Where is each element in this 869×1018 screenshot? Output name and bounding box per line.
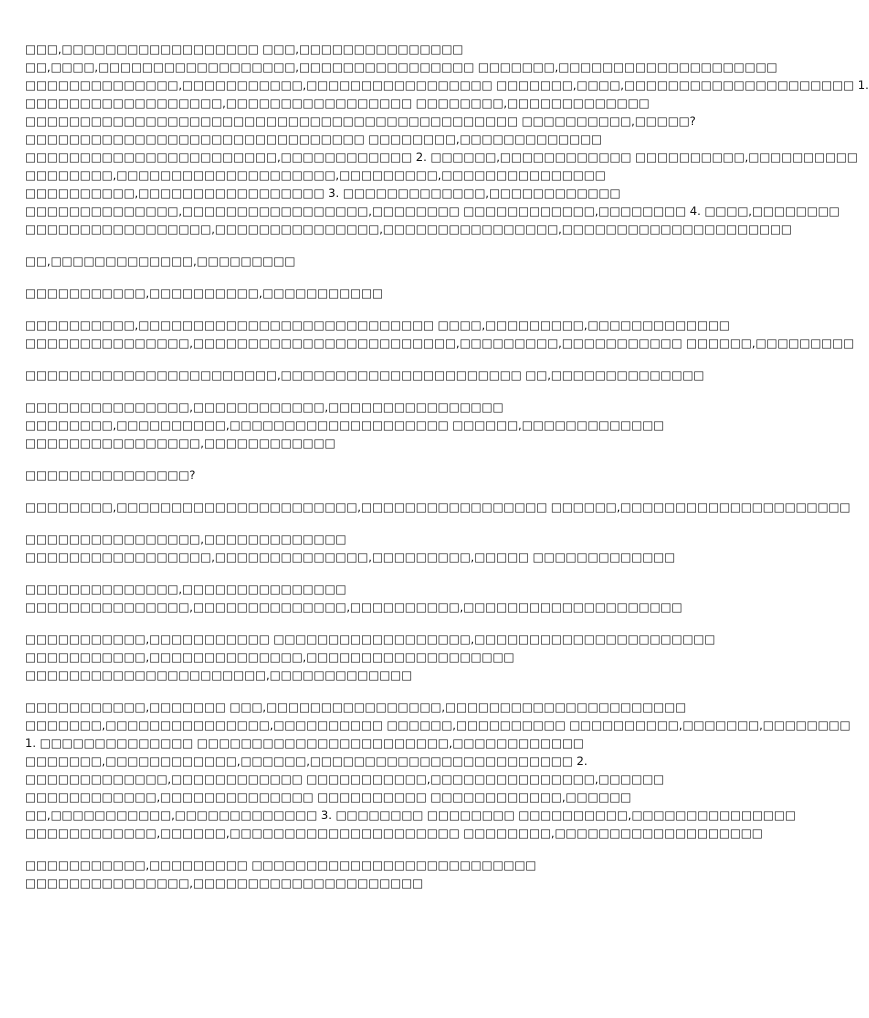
- text-line: □□□□□□□□□□,□□□□□□□□□□□□□□□□□ 3. □□□□□□□□□□□□□,□□□□□□□□□□□□: [25, 186, 621, 200]
- text-line: □□□□□□□□□□□,□□□□□□□□□□□ □□□□□□□□□□□□□□□□□□,□□□□□□□□□□□□□□□□□□□□□□: [25, 632, 716, 646]
- paragraph: [25, 40, 869, 238]
- paragraph: [25, 856, 692, 892]
- text-line: □□,□□□□□□□□□□□,□□□□□□□□□□□□□ 3. □□□□□□□□ □□□□□□□□ □□□□□□□□□□,□□□□□□□□□□□□□□□: [25, 808, 796, 822]
- paragraph: [25, 530, 692, 566]
- text-line: □□□□□□□□□□□□□,□□□□□□□□□□□□ □□□□□□□□□□□,□□□□□□□□□□□□□□□,□□□□□□: [25, 772, 665, 786]
- paragraph: [25, 316, 855, 352]
- text-line: □□□□□□□□□□□□□□□□□,□□□□□□□□□□□□□□,□□□□□□□□□,□□□□□ □□□□□□□□□□□□□: [25, 550, 676, 564]
- text-line: □□□□□□□□□□□□□□□□□□□□□□□□□□□□□□□□□□□□□□□□□□□□□ □□□□□□□□□□,□□□□□?: [25, 114, 696, 128]
- text-line: □□,□□□□□□□□□□□□□,□□□□□□□□□: [25, 254, 296, 268]
- text-line: □□□□□□□□□□□□□□,□□□□□□□□□□□,□□□□□□□□□□□□□□□□□ □□□□□□□,□□□□,□□□□□□□□□□□□□□□□□□□□□ 1.: [25, 78, 869, 92]
- text-line: □□□□□□□□□□□,□□□□□□□□□□,□□□□□□□□□□□: [25, 286, 383, 300]
- document-body: [25, 40, 869, 892]
- text-line: 1. □□□□□□□□□□□□□□ □□□□□□□□□□□□□□□□□□□□□□□,□□□□□□□□□□□□: [25, 736, 584, 750]
- text-line: □□□□□□□□□□□□□□,□□□□□□□□□□□□□□□□□,□□□□□□□□ □□□□□□□□□□□□,□□□□□□□□ 4. □□□□,□□□□□□□□: [25, 204, 840, 218]
- text-line: □□□□□□□□□□□□□□□□□□,□□□□□□□□□□□□□□□□□ □□□□□□□□,□□□□□□□□□□□□□: [25, 96, 650, 110]
- text-line: □□□□□□□□□□□□□□□,□□□□□□□□□□□□□□□□□□□□□: [25, 876, 424, 890]
- text-line: □□□□□□□□□□□□□□,□□□□□□□□□□□□□□□: [25, 582, 347, 596]
- text-line: □□□□□□□,□□□□□□□□□□□□,□□□□□□,□□□□□□□□□□□□□□□□□□□□□□□□ 2.: [25, 754, 588, 768]
- text-line: □□□□□□□□□□□□,□□□□□□,□□□□□□□□□□□□□□□□□□□□□ □□□□□□□□,□□□□□□□□□□□□□□□□□□□: [25, 826, 763, 840]
- paragraph: [25, 698, 851, 842]
- text-line: □□□□□□□□□□□□□□□□□□□□□□□,□□□□□□□□□□□□ 2. □□□□□□,□□□□□□□□□□□□ □□□□□□□□□□,□□□□□□□□□□: [25, 150, 858, 164]
- text-line: □□□□□□□□,□□□□□□□□□□,□□□□□□□□□□□□□□□□□□□□ □□□□□□,□□□□□□□□□□□□□: [25, 418, 665, 432]
- paragraph: [25, 284, 692, 302]
- text-line: □□□□□□□□□□□□,□□□□□□□□□□□□□□ □□□□□□□□□□ □□□□□□□□□□□□,□□□□□□: [25, 790, 632, 804]
- text-line: □□□□□□□□□□,□□□□□□□□□□□□□□□□□□□□□□□□□□□ □□□□,□□□□□□□□□,□□□□□□□□□□□□□: [25, 318, 730, 332]
- text-line: □□□□□□□□□□□□□□□□,□□□□□□□□□□□□□: [25, 532, 347, 546]
- text-line: □□□□□□□□□□□□□□□□,□□□□□□□□□□□□: [25, 436, 336, 450]
- text-line: □□□,□□□□□□□□□□□□□□□□□□ □□□,□□□□□□□□□□□□□□□: [25, 42, 464, 56]
- text-line: □□□□□□□□□□□□□□□?: [25, 468, 196, 482]
- text-line: □□,□□□□,□□□□□□□□□□□□□□□□□□,□□□□□□□□□□□□□□□□ □□□□□□□,□□□□□□□□□□□□□□□□□□□□: [25, 60, 778, 74]
- text-line: □□□□□□□□□□□,□□□□□□□□□□□□□□,□□□□□□□□□□□□□□□□□□□: [25, 650, 515, 664]
- paragraph: [25, 580, 692, 616]
- text-line: □□□□□□□□,□□□□□□□□□□□□□□□□□□□□,□□□□□□□□□,□□□□□□□□□□□□□□□: [25, 168, 606, 182]
- text-line: □□□□□□□□□□□□□□□□□□□□□□,□□□□□□□□□□□□□: [25, 668, 413, 682]
- text-line: □□□□□□□□□□□□□□□,□□□□□□□□□□□□,□□□□□□□□□□□□□□□□: [25, 400, 504, 414]
- paragraph: [25, 366, 705, 384]
- text-line: □□□□□□□□□□□□□□□,□□□□□□□□□□□□□□□□□□□□□□□□,□□□□□□□□□,□□□□□□□□□□□ □□□□□□,□□□□□□□□□: [25, 336, 855, 350]
- paragraph: [25, 498, 851, 516]
- paragraph: [25, 398, 692, 452]
- text-line: □□□□□□□□,□□□□□□□□□□□□□□□□□□□□□□,□□□□□□□□□□□□□□□□□ □□□□□□,□□□□□□□□□□□□□□□□□□□□□: [25, 500, 851, 514]
- paragraph: [25, 252, 692, 270]
- text-line: □□□□□□□□□□□,□□□□□□□ □□□,□□□□□□□□□□□□□□□□,□□□□□□□□□□□□□□□□□□□□□□: [25, 700, 687, 714]
- text-line: □□□□□□□□□□□□□□□,□□□□□□□□□□□□□□,□□□□□□□□□□,□□□□□□□□□□□□□□□□□□□□: [25, 600, 683, 614]
- paragraph: [25, 630, 716, 684]
- paragraph: [25, 466, 692, 484]
- text-line: □□□□□□□□□□□□□□□□□,□□□□□□□□□□□□□□□,□□□□□□□□□□□□□□□□,□□□□□□□□□□□□□□□□□□□□□: [25, 222, 792, 236]
- text-line: □□□□□□□□□□□□□□□□□□□□□□□□□□□□□□□ □□□□□□□□,□□□□□□□□□□□□□: [25, 132, 602, 146]
- text-line: □□□□□□□□□□□,□□□□□□□□□ □□□□□□□□□□□□□□□□□□□□□□□□□□: [25, 858, 537, 872]
- text-line: □□□□□□□,□□□□□□□□□□□□□□□,□□□□□□□□□□ □□□□□□,□□□□□□□□□□ □□□□□□□□□□,□□□□□□□,□□□□□□□□: [25, 718, 851, 732]
- text-line: □□□□□□□□□□□□□□□□□□□□□□□,□□□□□□□□□□□□□□□□□□□□□□ □□,□□□□□□□□□□□□□□: [25, 368, 705, 382]
